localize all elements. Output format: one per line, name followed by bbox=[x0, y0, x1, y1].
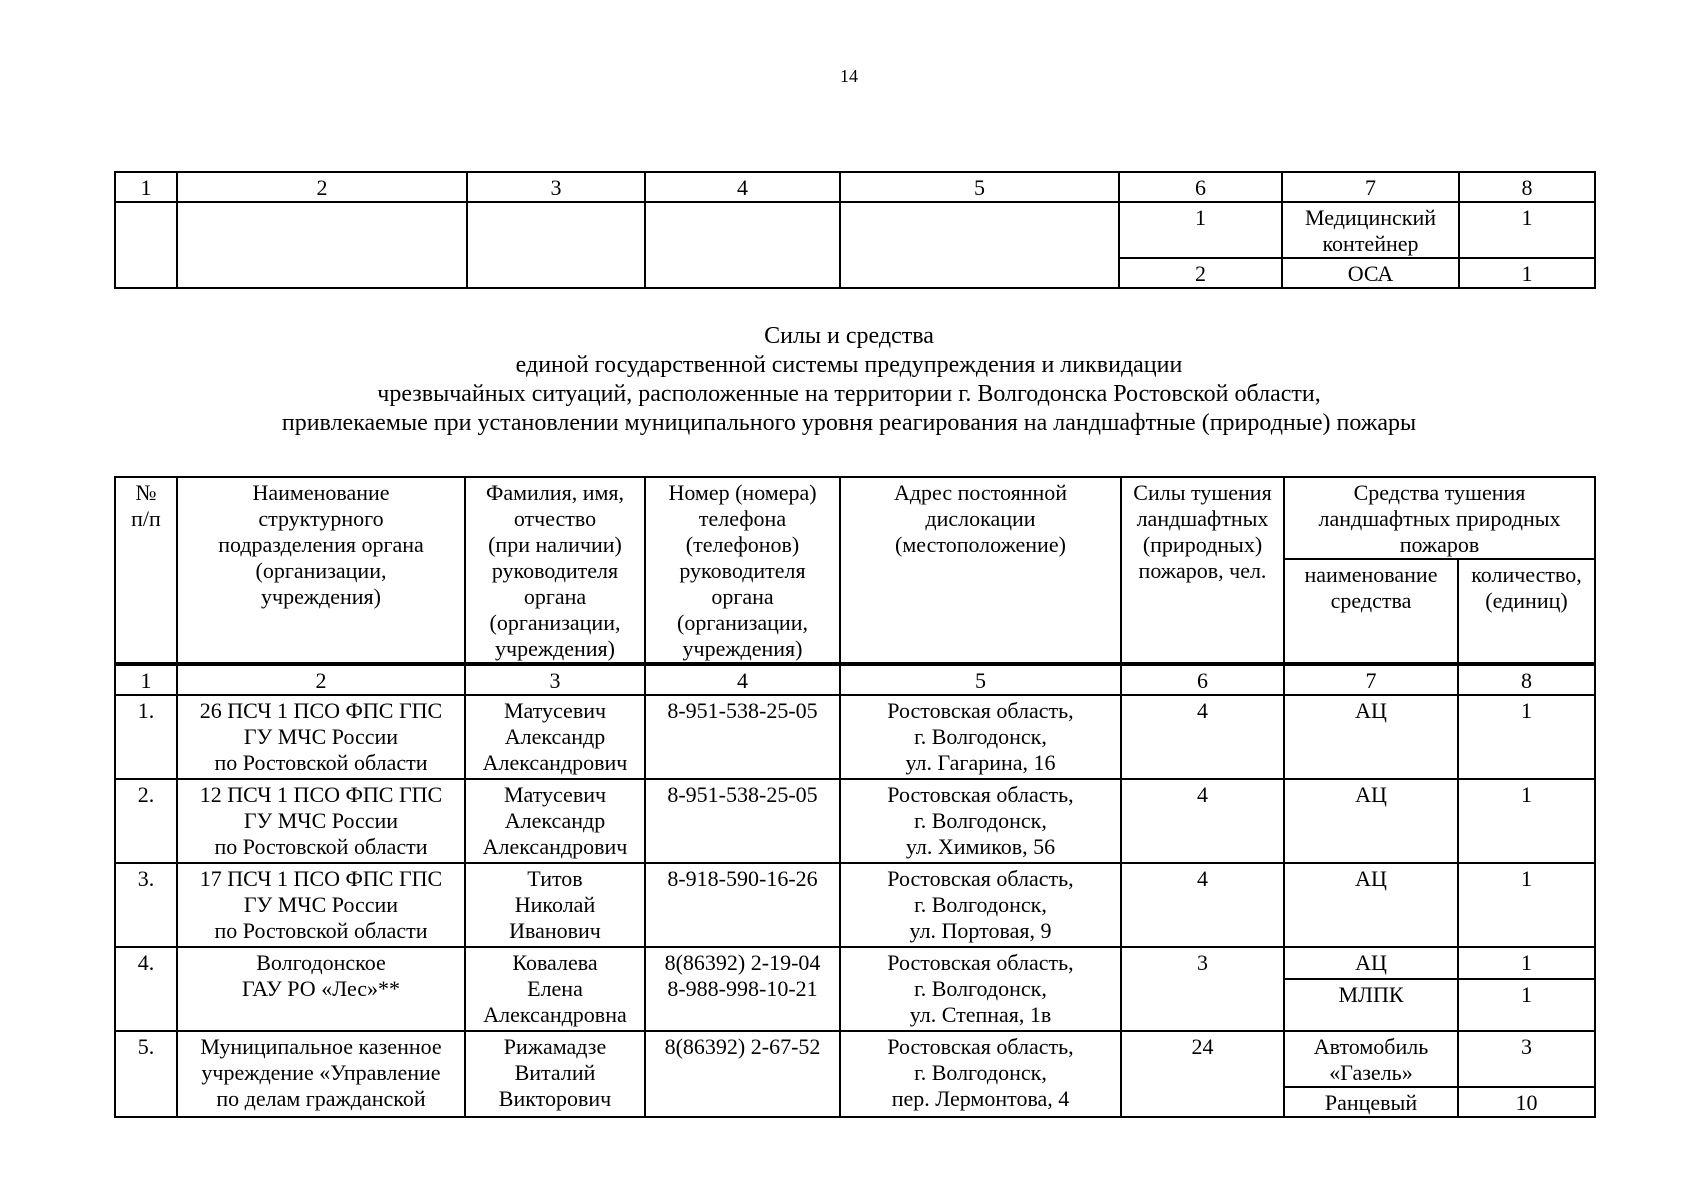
column-number-row bbox=[115, 664, 1595, 695]
col-num: 2 bbox=[177, 664, 465, 695]
header-head bbox=[465, 477, 645, 664]
cell-line: Наименование bbox=[252, 480, 390, 505]
cell-line: руководителя bbox=[679, 558, 806, 583]
cell-line: учреждения) bbox=[495, 636, 615, 661]
header-means-qty bbox=[1458, 559, 1595, 664]
col-num: 4 bbox=[645, 172, 840, 202]
cell-line: Матусевич bbox=[503, 782, 607, 807]
means-name: АЦ bbox=[1284, 779, 1458, 863]
org-name bbox=[177, 1031, 465, 1117]
means-qty: 1 bbox=[1458, 979, 1595, 1031]
empty-cell bbox=[840, 202, 1119, 288]
cell-line: Ковалева bbox=[512, 950, 598, 975]
row-num: 5. bbox=[115, 1031, 177, 1117]
means-name bbox=[1282, 202, 1459, 258]
cell-line: Виталий bbox=[514, 1060, 596, 1085]
cell-line: Номер (номера) bbox=[668, 480, 817, 505]
means-qty: 1 bbox=[1458, 863, 1595, 947]
means-qty: 10 bbox=[1458, 1087, 1595, 1117]
cell-line: ул. Гагарина, 16 bbox=[905, 750, 1056, 775]
cell-line: (единиц) bbox=[1485, 588, 1568, 613]
cell-line: количество, bbox=[1471, 562, 1582, 587]
cell-line: (природных) bbox=[1142, 532, 1263, 557]
empty-cell bbox=[177, 202, 467, 288]
cell-line: Ростовская область, bbox=[887, 698, 1074, 723]
cell-line: по Ростовской области bbox=[214, 834, 428, 859]
cell-line: (местоположение) bbox=[895, 532, 1066, 557]
col-num: 6 bbox=[1119, 172, 1282, 202]
cell-line: по Ростовской области bbox=[214, 750, 428, 775]
cell-line: г. Волгодонск, bbox=[914, 892, 1047, 917]
head-name bbox=[465, 863, 645, 947]
means-name: МЛПК bbox=[1284, 979, 1458, 1031]
phone bbox=[645, 947, 840, 1031]
col-num: 5 bbox=[840, 664, 1121, 695]
row-num: 3. bbox=[115, 863, 177, 947]
cell-line: Ростовская область, bbox=[887, 782, 1074, 807]
table-row bbox=[115, 779, 1595, 863]
cell-line: Волгодонское bbox=[256, 950, 386, 975]
cell-line: (организации, bbox=[489, 610, 621, 635]
cell-line: Александр bbox=[504, 724, 606, 749]
org-name bbox=[177, 947, 465, 1031]
forces: 4 bbox=[1121, 863, 1284, 947]
section-title bbox=[0, 322, 1698, 438]
cell-line: пожаров, чел. bbox=[1138, 558, 1267, 583]
cell-line: Елена bbox=[527, 976, 583, 1001]
cell-line: 8-988-998-10-21 bbox=[667, 976, 818, 1001]
cell-line: 8-951-538-25-05 bbox=[667, 698, 818, 723]
means-qty: 1 bbox=[1458, 779, 1595, 863]
means-qty: 3 bbox=[1458, 1031, 1595, 1087]
cell-line: ландшафтных природных bbox=[1318, 506, 1561, 531]
col-num: 3 bbox=[467, 172, 645, 202]
page-number: 14 bbox=[840, 66, 858, 86]
header-num bbox=[115, 477, 177, 664]
cell-line: «Газель» bbox=[1329, 1060, 1413, 1085]
head-name bbox=[465, 695, 645, 779]
cell-line: телефона bbox=[698, 506, 787, 531]
address bbox=[840, 695, 1121, 779]
cell-line: г. Волгодонск, bbox=[914, 808, 1047, 833]
cell-line: 8(86392) 2-67-52 bbox=[664, 1034, 821, 1059]
cell-line: г. Волгодонск, bbox=[914, 1060, 1047, 1085]
cell-line: Александр bbox=[504, 808, 606, 833]
cell-line: Николай bbox=[514, 892, 596, 917]
table-row bbox=[115, 947, 1595, 979]
cell-line: ГУ МЧС России bbox=[243, 808, 399, 833]
cell-line: наименование bbox=[1304, 562, 1438, 587]
head-name bbox=[465, 947, 645, 1031]
cell-line: Адрес постоянной bbox=[893, 480, 1068, 505]
address bbox=[840, 1031, 1121, 1117]
col-num: 1 bbox=[115, 664, 177, 695]
empty-cell bbox=[645, 202, 840, 288]
header-row bbox=[115, 477, 1595, 559]
empty-cell bbox=[467, 202, 645, 288]
org-name bbox=[177, 779, 465, 863]
title-line: привлекаемые при установлении муниципального уровня реагирования на ландшафтные (природные) пожары bbox=[281, 410, 1417, 436]
cell-line: средства bbox=[1330, 588, 1412, 613]
header-phone bbox=[645, 477, 840, 664]
means-name: ОСА bbox=[1282, 258, 1459, 288]
col-num: 1 bbox=[115, 172, 177, 202]
cell-line: ГУ МЧС России bbox=[243, 724, 399, 749]
cell-line: (организации, bbox=[677, 610, 808, 635]
column-number-row bbox=[115, 172, 1595, 202]
cell-line: г. Волгодонск, bbox=[914, 976, 1047, 1001]
header-means bbox=[1284, 477, 1595, 559]
means-name bbox=[1284, 1031, 1458, 1087]
cell-line: ул. Степная, 1в bbox=[909, 1002, 1052, 1027]
table-row bbox=[115, 863, 1595, 947]
continuation-table bbox=[114, 171, 1596, 289]
forces: 3 bbox=[1121, 947, 1284, 1031]
cell-line: (организации, bbox=[255, 558, 387, 583]
cell-line: 17 ПСЧ 1 ПСО ФПС ГПС bbox=[199, 866, 443, 891]
cell-line: контейнер bbox=[1322, 231, 1419, 256]
means-name: АЦ bbox=[1284, 695, 1458, 779]
cell-line: ул. Портовая, 9 bbox=[909, 918, 1052, 943]
col-num: 6 bbox=[1121, 664, 1284, 695]
cell-line: по Ростовской области bbox=[214, 918, 428, 943]
col-num: 4 bbox=[645, 664, 840, 695]
cell-line: учреждения) bbox=[261, 584, 381, 609]
col-num: 5 bbox=[840, 172, 1119, 202]
cell-line: (телефонов) bbox=[685, 532, 800, 557]
cell-line: Александрович bbox=[482, 750, 628, 775]
cell-line: 26 ПСЧ 1 ПСО ФПС ГПС bbox=[199, 698, 443, 723]
phone bbox=[645, 695, 840, 779]
row-num: 2. bbox=[115, 779, 177, 863]
phone bbox=[645, 1031, 840, 1117]
col-num: 2 bbox=[177, 172, 467, 202]
means-qty: 1 bbox=[1458, 695, 1595, 779]
org-name bbox=[177, 695, 465, 779]
org-name bbox=[177, 863, 465, 947]
header-name bbox=[177, 477, 465, 664]
means-qty: 1 bbox=[1458, 947, 1595, 979]
means-qty: 1 bbox=[1459, 258, 1595, 288]
head-name bbox=[465, 1031, 645, 1117]
cell-line: Викторович bbox=[498, 1086, 612, 1111]
cell-line: пожаров bbox=[1399, 532, 1480, 557]
cell-line: Ростовская область, bbox=[887, 950, 1074, 975]
forces: 4 bbox=[1121, 695, 1284, 779]
cell-line: (при наличии) bbox=[488, 532, 622, 557]
cell-line: Силы тушения bbox=[1133, 480, 1272, 505]
cell-line: Муниципальное казенное bbox=[200, 1034, 442, 1059]
means-qty: 1 bbox=[1459, 202, 1595, 258]
cell-line: органа bbox=[711, 584, 774, 609]
address bbox=[840, 863, 1121, 947]
cell-line: ГАУ РО «Лес»** bbox=[241, 976, 401, 1001]
phone bbox=[645, 863, 840, 947]
cell-line: Матусевич bbox=[503, 698, 607, 723]
row-num: 4. bbox=[115, 947, 177, 1031]
cell-line: органа bbox=[523, 584, 587, 609]
cell-line: дислокации bbox=[925, 506, 1036, 531]
cell-line: 8-918-590-16-26 bbox=[667, 866, 818, 891]
cell-line: структурного bbox=[258, 506, 384, 531]
col-num: 3 bbox=[465, 664, 645, 695]
title-line: Силы и средства bbox=[764, 323, 934, 349]
cell-line: Рижамадзе bbox=[503, 1034, 607, 1059]
cell-line: пер. Лермонтова, 4 bbox=[891, 1086, 1070, 1111]
table-row bbox=[115, 695, 1595, 779]
means-index: 1 bbox=[1119, 202, 1282, 258]
means-name: АЦ bbox=[1284, 863, 1458, 947]
header-means-name bbox=[1284, 559, 1458, 664]
means-name: АЦ bbox=[1284, 947, 1458, 979]
col-num: 8 bbox=[1459, 172, 1595, 202]
cell-line: Медицинский bbox=[1304, 205, 1437, 230]
title-line: чрезвычайных ситуаций, расположенные на территории г. Волгодонска Ростовской области, bbox=[377, 381, 1321, 407]
table-row bbox=[115, 1031, 1595, 1087]
col-num: 7 bbox=[1284, 664, 1458, 695]
cell-line: Автомобиль bbox=[1313, 1034, 1429, 1059]
row-num: 1. bbox=[115, 695, 177, 779]
means-name: Ранцевый bbox=[1284, 1087, 1458, 1117]
cell-line: Титов bbox=[527, 866, 583, 891]
cell-line: ландшафтных bbox=[1136, 506, 1269, 531]
cell-line: г. Волгодонск, bbox=[914, 724, 1047, 749]
cell-line: Средства тушения bbox=[1353, 480, 1526, 505]
header-forces bbox=[1121, 477, 1284, 664]
means-index: 2 bbox=[1119, 258, 1282, 288]
cell-line: Иванович bbox=[509, 918, 601, 943]
cell-line: Ростовская область, bbox=[887, 866, 1074, 891]
col-num: 7 bbox=[1282, 172, 1459, 202]
cell-line: Александровна bbox=[483, 1002, 627, 1027]
cell-line: 8-951-538-25-05 bbox=[667, 782, 818, 807]
cell-line: 8(86392) 2-19-04 bbox=[664, 950, 821, 975]
cell-line: подразделения органа bbox=[218, 532, 424, 557]
cell-line: п/п bbox=[131, 506, 161, 531]
empty-cell bbox=[115, 202, 177, 288]
cell-line: Александрович bbox=[482, 834, 628, 859]
phone bbox=[645, 779, 840, 863]
cell-line: ул. Химиков, 56 bbox=[905, 834, 1056, 859]
cell-line: по делам гражданской bbox=[216, 1086, 426, 1111]
cell-line: № bbox=[135, 480, 157, 505]
address bbox=[840, 779, 1121, 863]
col-num: 8 bbox=[1458, 664, 1595, 695]
forces: 24 bbox=[1121, 1031, 1284, 1117]
cell-line: руководителя bbox=[491, 558, 619, 583]
cell-line: Ростовская область, bbox=[887, 1034, 1074, 1059]
cell-line: учреждение «Управление bbox=[201, 1060, 441, 1085]
address bbox=[840, 947, 1121, 1031]
forces-table bbox=[114, 476, 1596, 1118]
head-name bbox=[465, 779, 645, 863]
cell-line: учреждения) bbox=[682, 636, 803, 661]
cell-line: 12 ПСЧ 1 ПСО ФПС ГПС bbox=[199, 782, 443, 807]
header-address bbox=[840, 477, 1121, 664]
forces: 4 bbox=[1121, 779, 1284, 863]
cell-line: отчество bbox=[513, 506, 597, 531]
title-line: единой государственной системы предупреждения и ликвидации bbox=[515, 352, 1183, 378]
cell-line: Фамилия, имя, bbox=[485, 480, 625, 505]
cell-line: ГУ МЧС России bbox=[243, 892, 399, 917]
table-row bbox=[115, 202, 1595, 258]
